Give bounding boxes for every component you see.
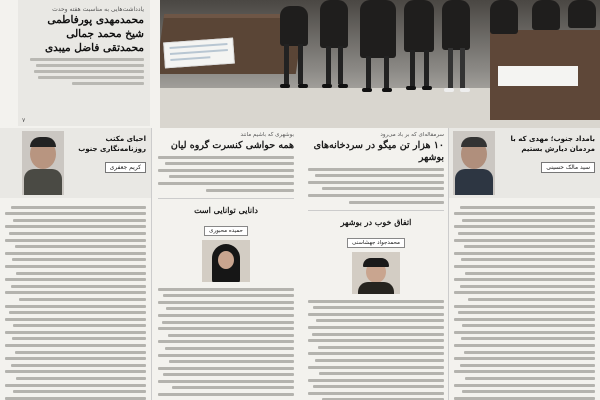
columnist-photo [22, 131, 64, 195]
story-left-subheadline: دانایی توانایی است [194, 204, 258, 215]
right-profile-title: بامداد جنوب؛ مهدی که با مردمان دیارش بستیم [510, 135, 595, 153]
left-profile-title: احیای مکتب روزنامه‌نگاری جنوب [78, 135, 146, 153]
columnist-photo [453, 131, 495, 195]
story-right-author: محمدجواد جهشاسنی [347, 238, 405, 248]
top-section [0, 0, 600, 128]
center-stories [151, 128, 449, 400]
memorial-name-1: محمدمهدی پورفاطمی [47, 14, 144, 26]
left-profile-box [0, 128, 151, 198]
story-right-headline: ۱۰ هزار تن میگو در سردخانه‌های بوشهر [313, 140, 444, 163]
meeting-photo [160, 0, 600, 128]
left-profile-author: کریم جعفری [105, 162, 146, 173]
story-right-subheadline: اتفاق خوب در بوشهر [340, 216, 412, 227]
memorial-name-3: محمدتقی فاضل میبدی [44, 42, 144, 54]
right-column [449, 128, 600, 400]
story-left-author: حمیده محبوری [204, 226, 248, 236]
story-left-kicker: بوشهری که باشیم مانند [240, 132, 294, 138]
left-column [0, 128, 151, 400]
memorial-box [18, 0, 150, 126]
page-number: ۷ [22, 117, 26, 124]
story-right [302, 128, 450, 400]
left-column-text [0, 198, 151, 400]
story-left [152, 128, 300, 400]
memorial-name-2: شیخ محمد جمالی [66, 28, 144, 40]
right-column-text [449, 198, 600, 400]
author-portrait [352, 252, 400, 294]
author-portrait [202, 240, 250, 282]
story-right-kicker: سرمقاله‌ای که بر باد می‌رود [380, 132, 444, 138]
story-left-headline: همه حواشی کنسرت گروه لیان [170, 140, 294, 151]
memorial-kicker: یادداشت‌هایی به مناسبت هفته وحدت [52, 6, 144, 13]
right-profile-box [449, 128, 600, 198]
right-profile-author: سید مالک حسینی [541, 162, 595, 173]
